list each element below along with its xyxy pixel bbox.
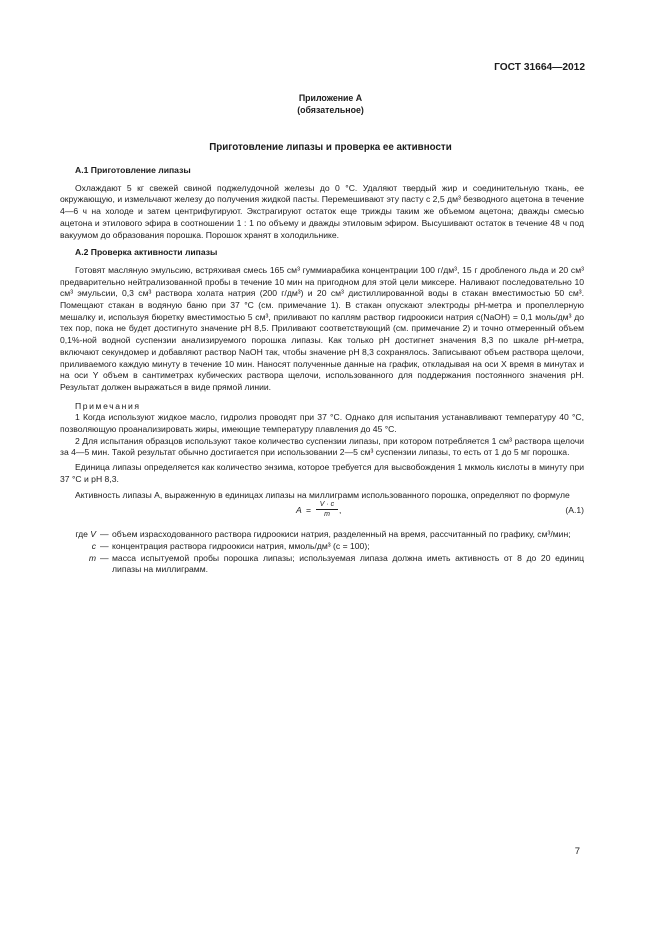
annex-title: Приложение А bbox=[298, 93, 363, 103]
annex-heading bbox=[0, 92, 661, 116]
where-list bbox=[60, 529, 584, 576]
where-dash: — bbox=[100, 529, 109, 540]
a2-heading: А.2 Проверка активности липазы bbox=[75, 247, 218, 258]
standard-number: ГОСТ 31664—2012 bbox=[494, 62, 585, 73]
where-lead: где bbox=[75, 529, 88, 540]
unit-definition: Единица липазы определяется как количество энзима, которое требуется для высвобождения 1 мкмоль кислоты в минуту при 37 °С и рН 8,3. bbox=[60, 462, 584, 484]
where-item bbox=[60, 541, 584, 553]
formula-denominator: m bbox=[324, 511, 330, 519]
where-text: масса испытуемой пробы порошка липазы; используемая липаза должна иметь активность от 8 до 20 единиц липазы на миллиграмм. bbox=[112, 552, 584, 575]
formula-a1 bbox=[60, 503, 584, 525]
where-text: объем израсходованного раствора гидроокиси натрия, разделенный на время, рассчитанный по графику, см³/мин; bbox=[112, 529, 571, 540]
document-body bbox=[60, 165, 584, 576]
formula-comma: , bbox=[339, 505, 342, 516]
formula-fraction bbox=[316, 500, 338, 519]
page-number: 7 bbox=[574, 846, 580, 857]
where-item bbox=[60, 553, 584, 576]
formula-number: (А.1) bbox=[565, 505, 584, 516]
section-title: Приготовление липазы и проверка ее активности bbox=[209, 142, 452, 153]
where-text: концентрация раствора гидроокиси натрия, ммоль/дм³ (с = 100); bbox=[112, 540, 370, 551]
note-2: 2 Для испытания образцов используют такое количество суспензии липазы, при котором потребляется 1 см³ раствора щелочи за 4—5 мин. Такой результат обычно достигается при использовании 2—5 см³ суспензии липазы, то есть от 1 до 5 мг порошка. bbox=[60, 435, 584, 458]
where-item bbox=[60, 529, 584, 541]
where-dash: — bbox=[100, 540, 109, 551]
notes-heading: Примечания bbox=[75, 400, 141, 411]
formula-lhs: А bbox=[296, 505, 302, 516]
activity-definition: Активность липазы А, выраженную в единицах липазы на миллиграмм использованного порошка, определяют по формуле bbox=[75, 489, 570, 500]
a1-heading: А.1 Приготовление липазы bbox=[75, 165, 191, 175]
a1-paragraph: Охлаждают 5 кг свежей свиной поджелудочной железы до 0 °С. Удаляют твердый жир и соединительную ткань, ее окружающую, и измельчают железу до получения жидкой пасты. Перемешивают эту пасту с 2,5 дм³ безводного ацетона в течение 4—6 ч на холоде и затем центрифугируют. Экстрагируют остаток еще трижды таким же объемом ацетона; дважды смесью ацетона и этилового эфира в соотношении 1 : 1 по объему и дважды этиловым эфиром. Высушивают остаток в течение 48 ч под вакуумом до образования порошка. Порошок хранят в холодильнике. bbox=[60, 182, 584, 240]
where-symbol: m bbox=[88, 552, 96, 563]
annex-status: (обязательное) bbox=[297, 105, 364, 115]
where-symbol: c bbox=[91, 540, 96, 551]
formula-numerator: V · c bbox=[316, 500, 338, 510]
a2-paragraph: Готовят масляную эмульсию, встряхивая смесь 165 см³ гуммиарабика концентрации 100 г/дм³, 15 г дробленого льда и 20 см³ предварительно нейтрализованной пробы в течение 10 мин на пригодном для этой цели миксере. Наливают последовательно 10 см³ эмульсии, 0,3 см³ раствора холата натрия (200 г/дм³) и 20 см³ дистиллированной воды в стакан вместимостью 50 см³. Помещают стакан в водяную баню при 37 °С (см. примечание 1). В стакан опускают электроды рН-метра и пропеллерную мешалку и, используя бюретку вместимостью 5 см³, приливают по каплям раствор гидроокиси натрия с(NaOH) = 0,1 моль/дм³ до тех пор, пока не будет достигнуто значение рН 8,5. Приливают соответствующий (см. примечание 2) и точно отмеренный объем 0,1%-ной водной суспензии анализируемого порошка липазы. Как только рН достигнет значения 8,3 по шкале рН-метра, включают секундомер и добавляют раствор NaOH так, чтобы значение рН 8,3 сохранялось. Записывают объем раствора щелочи, приливаемого каждую минуту в течение 10 мин. Наносят полученные данные на график, откладывая на оси X время в минутах и на оси Y объем в сантиметрах кубических раствора щелочи, использованного для поддержания постоянного значения рН. Результат должен выражаться в виде прямой линии. bbox=[60, 264, 584, 392]
where-dash: — bbox=[100, 552, 109, 563]
formula-equals: = bbox=[306, 505, 312, 516]
note-1: 1 Когда используют жидкое масло, гидролиз проводят при 37 °С. Однако для испытания устанавливают температуру 40 °С, позволяющую проанализировать жиры, имеющие температуру плавления до 45 °С. bbox=[60, 412, 584, 435]
where-symbol: где V bbox=[75, 529, 96, 540]
